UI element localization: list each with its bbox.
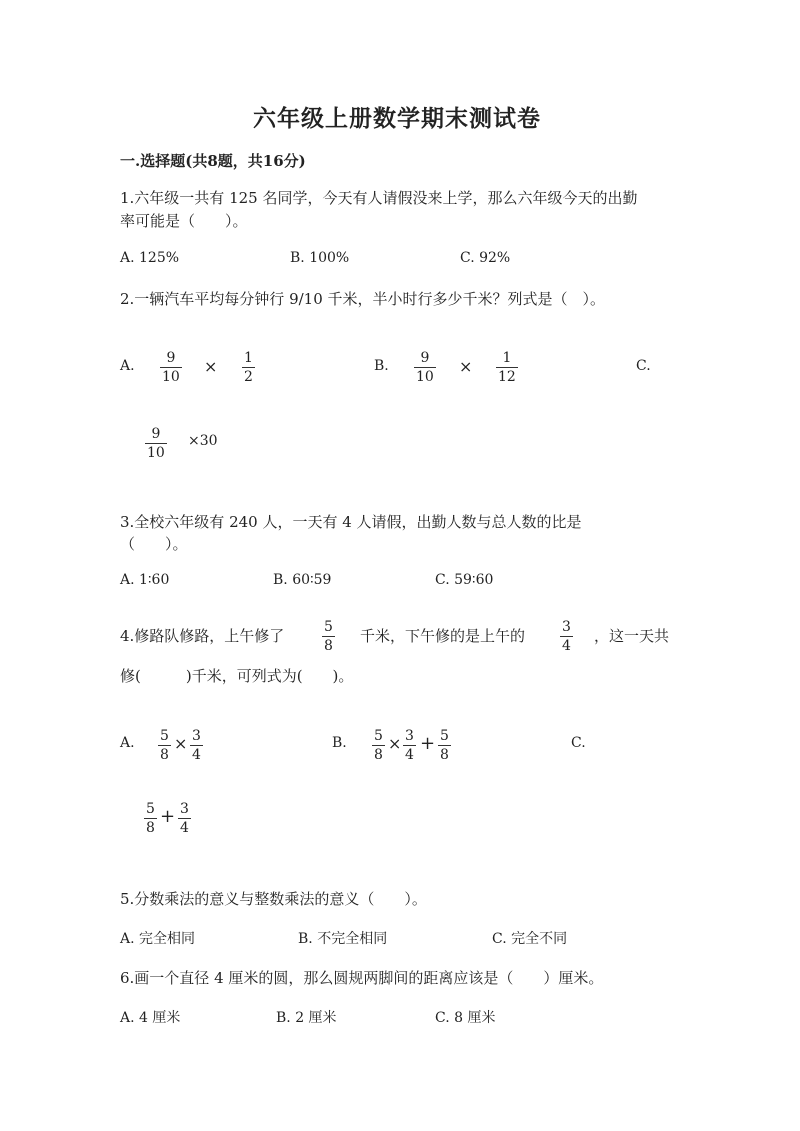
q2-a-fraction-1: [160, 350, 182, 385]
numerator: 3: [180, 801, 189, 817]
numerator: 5: [160, 728, 169, 744]
section-heading: 一.选择题(共8题，共16分): [120, 152, 306, 170]
denominator: 4: [180, 820, 189, 836]
question-1-line1: 1.六年级一共有 125 名同学，今天有人请假没来上学，那么六年级今天的出勤: [120, 189, 638, 207]
q3-option-a[interactable]: A. 1∶60: [120, 572, 170, 588]
numerator: 9: [151, 426, 161, 442]
q4-b-fraction-2: [403, 728, 416, 763]
q6-option-c[interactable]: C. 8 厘米: [435, 1010, 496, 1026]
q4-a-fraction-1: [158, 728, 171, 763]
q2-option-b-label[interactable]: B.: [374, 358, 389, 374]
denominator: 8: [374, 747, 383, 763]
q4-b-fraction-1: [372, 728, 385, 763]
q2-c-fraction: [145, 426, 167, 461]
denominator: 4: [192, 747, 201, 763]
question-4-line2: 修( )千米，可列式为( )。: [120, 667, 354, 685]
times-sign: ×: [459, 357, 473, 376]
q4-a-fraction-2: [190, 728, 203, 763]
q5-option-b[interactable]: B. 不完全相同: [298, 931, 388, 947]
times-sign: ×: [388, 734, 402, 753]
question-5-text: 5.分数乘法的意义与整数乘法的意义（ ）。: [120, 890, 427, 908]
q2-a-fraction-2: [242, 350, 255, 385]
q4-c-fraction-1: [144, 801, 157, 836]
question-2-text: 2.一辆汽车平均每分钟行 9/10 千米，半小时行多少千米？列式是（ ）。: [120, 290, 606, 308]
q2-option-c-label[interactable]: C.: [636, 358, 651, 374]
q4-fraction-5-8: [322, 619, 335, 654]
q4-option-c-label[interactable]: C.: [571, 735, 586, 751]
plus-sign: +: [160, 806, 176, 827]
denominator: 10: [162, 369, 180, 385]
q5-option-a[interactable]: A. 完全相同: [120, 931, 196, 947]
numerator: 9: [166, 350, 176, 366]
question-1-line2: 率可能是（ ）。: [120, 212, 248, 230]
denominator: 8: [146, 820, 155, 836]
denominator: 8: [160, 747, 169, 763]
q2-b-fraction-2: [496, 350, 518, 385]
q4-c-fraction-2: [178, 801, 191, 836]
q3-option-c[interactable]: C. 59∶60: [435, 572, 494, 588]
numerator: 5: [440, 728, 449, 744]
q1-option-c[interactable]: C. 92%: [460, 250, 511, 266]
q5-option-c[interactable]: C. 完全不同: [492, 931, 568, 947]
q4-b-fraction-3: [438, 728, 451, 763]
denominator: 4: [405, 747, 414, 763]
q2-option-a-label[interactable]: A.: [120, 358, 135, 374]
denominator: 8: [440, 747, 449, 763]
q1-option-b[interactable]: B. 100%: [290, 250, 350, 266]
numerator: 5: [374, 728, 383, 744]
numerator: 5: [324, 619, 333, 635]
numerator: 3: [405, 728, 414, 744]
numerator: 3: [562, 619, 571, 635]
q4-fraction-3-4: [560, 619, 573, 654]
question-6-text: 6.画一个直径 4 厘米的圆，那么圆规两脚间的距离应该是（ ）厘米。: [120, 969, 604, 987]
denominator: 8: [324, 638, 333, 654]
question-3-line1: 3.全校六年级有 240 人，一天有 4 人请假，出勤人数与总人数的比是: [120, 513, 582, 531]
q6-option-b[interactable]: B. 2 厘米: [276, 1010, 337, 1026]
q6-option-a[interactable]: A. 4 厘米: [120, 1010, 181, 1026]
q3-option-b[interactable]: B. 60∶59: [273, 572, 332, 588]
page-title: 六年级上册数学期末测试卷: [253, 105, 541, 132]
q2-b-fraction-1: [414, 350, 436, 385]
q4-option-b-label[interactable]: B.: [332, 735, 347, 751]
q2-c-expression: ×30: [188, 433, 218, 449]
denominator: 12: [498, 369, 516, 385]
numerator: 1: [502, 350, 512, 366]
question-3-line2: （ ）。: [120, 535, 188, 553]
times-sign: ×: [174, 734, 188, 753]
question-4-part3: ，这一天共: [594, 627, 670, 645]
times-sign: ×: [204, 357, 218, 376]
question-4-part1: 4.修路队修路，上午修了: [120, 627, 285, 645]
plus-sign: +: [420, 733, 436, 754]
q4-option-a-label[interactable]: A.: [120, 735, 135, 751]
numerator: 9: [420, 350, 430, 366]
numerator: 1: [244, 350, 253, 366]
denominator: 10: [416, 369, 434, 385]
numerator: 5: [146, 801, 155, 817]
numerator: 3: [192, 728, 201, 744]
denominator: 10: [147, 445, 165, 461]
denominator: 4: [562, 638, 571, 654]
denominator: 2: [244, 369, 253, 385]
q1-option-a[interactable]: A. 125%: [120, 250, 180, 266]
question-4-part2: 千米，下午修的是上午的: [360, 627, 526, 645]
